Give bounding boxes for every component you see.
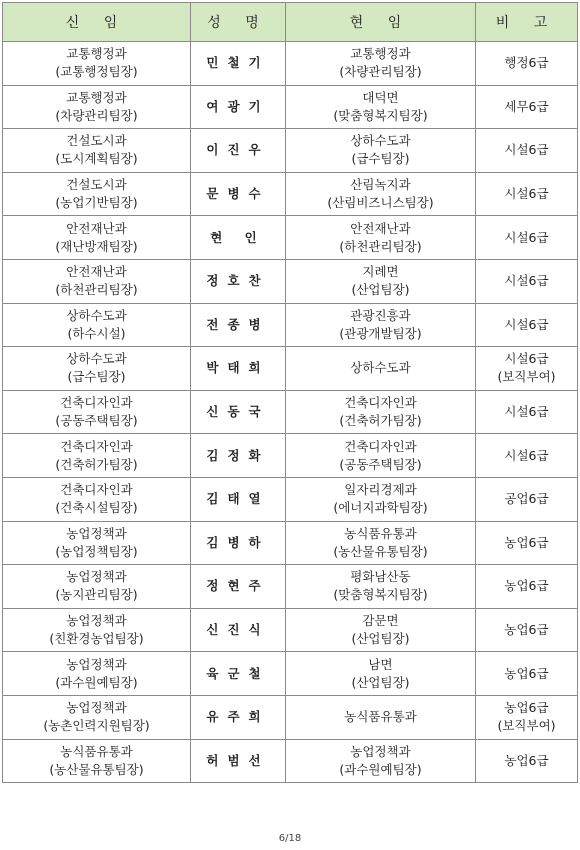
current-position-cell-line: 건축디자인과 (344, 395, 417, 411)
new-position-cell-line: (과수원예팀장) (55, 674, 138, 690)
current-position-cell (286, 608, 476, 652)
new-position-cell-line: (하천관리팀장) (55, 282, 138, 298)
current-position-cell (286, 652, 476, 696)
new-position-cell-line: (재난방재팀장) (55, 238, 138, 254)
current-position-cell-line: 지례면 (362, 264, 399, 280)
current-position-cell-line: (맞춤형복지팀장) (333, 107, 428, 123)
current-position-cell-line: (차량관리팀장) (339, 64, 422, 80)
new-position-cell-line: 안전재난과 (66, 220, 127, 236)
new-position-cell (3, 172, 191, 216)
current-position-cell (286, 739, 476, 783)
current-position-cell-line: (산업팀장) (351, 282, 410, 298)
note-cell-line: 시설6급 (504, 404, 549, 420)
current-position-cell-line: 감문면 (362, 613, 399, 629)
new-position-cell-line: 상하수도과 (66, 351, 127, 367)
current-position-cell (286, 390, 476, 434)
person-name-cell: 김태열 (191, 477, 286, 521)
current-position-cell-line: (건축허가팀장) (339, 413, 422, 429)
note-cell (476, 216, 578, 260)
new-position-cell (3, 739, 191, 783)
table-row (3, 216, 578, 260)
header-row (3, 3, 578, 42)
note-cell-line: 농업6급 (504, 700, 549, 716)
note-cell (476, 477, 578, 521)
table-row (3, 390, 578, 434)
person-name-cell: 문병수 (191, 172, 286, 216)
note-cell (476, 565, 578, 609)
new-position-cell-line: 교통행정과 (66, 89, 127, 105)
note-cell (476, 42, 578, 86)
current-position-cell-line: 일자리경제과 (344, 482, 417, 498)
note-cell-line: (보직부여) (497, 718, 556, 734)
note-cell-line: 시설6급 (504, 316, 549, 332)
current-position-cell-line: 농업정책과 (350, 743, 411, 759)
note-cell (476, 695, 578, 739)
current-position-cell-line: 농식품유통과 (344, 525, 417, 541)
new-position-cell-line: 농식품유통과 (60, 743, 133, 759)
current-position-cell (286, 565, 476, 609)
person-name-cell: 여광기 (191, 85, 286, 129)
current-position-cell-line: 산림녹지과 (350, 177, 411, 193)
new-position-cell (3, 521, 191, 565)
current-position-cell (286, 216, 476, 260)
page-number: 6/18 (278, 833, 302, 844)
current-position-cell-line: 건축디자인과 (344, 438, 417, 454)
current-position-cell-line: (관광개발팀장) (339, 325, 422, 341)
table-body (3, 42, 578, 783)
current-position-cell (286, 259, 476, 303)
current-position-cell-line: (에너지과학팀장) (333, 500, 428, 516)
personnel-table (2, 2, 578, 783)
new-position-cell (3, 695, 191, 739)
current-position-cell-line: 상하수도과 (350, 133, 411, 149)
table-row (3, 608, 578, 652)
new-position-cell-line: 건설도시과 (66, 133, 127, 149)
current-position-cell (286, 434, 476, 478)
table-row (3, 259, 578, 303)
new-position-cell-line: (농지관리팀장) (55, 587, 138, 603)
person-name-cell: 육군철 (191, 652, 286, 696)
new-position-cell (3, 85, 191, 129)
current-position-cell-line: 교통행정과 (350, 46, 411, 62)
person-name-cell: 신진식 (191, 608, 286, 652)
header-note: 비 고 (476, 3, 578, 42)
person-name-cell: 정현주 (191, 565, 286, 609)
note-cell (476, 652, 578, 696)
note-cell-line: 농업6급 (504, 534, 549, 550)
person-name-cell: 정호찬 (191, 259, 286, 303)
person-name-cell: 유주희 (191, 695, 286, 739)
new-position-cell (3, 390, 191, 434)
note-cell-line: 농업6급 (504, 665, 549, 681)
person-name-cell: 이진우 (191, 129, 286, 173)
new-position-cell (3, 434, 191, 478)
note-cell-line: 세무6급 (504, 98, 549, 114)
person-name-cell: 현 인 (191, 216, 286, 260)
new-position-cell-line: (건축허가팀장) (55, 456, 138, 472)
note-cell-line: 행정6급 (504, 55, 549, 71)
person-name-cell: 전종병 (191, 303, 286, 347)
table-row (3, 565, 578, 609)
current-position-cell (286, 172, 476, 216)
header-new-position: 신 임 (3, 3, 191, 42)
new-position-cell-line: (건축시설팀장) (55, 500, 138, 516)
note-cell (476, 129, 578, 173)
new-position-cell (3, 477, 191, 521)
current-position-cell-line: 관광진흥과 (350, 307, 411, 323)
note-cell-line: 시설6급 (504, 351, 549, 367)
table-row (3, 347, 578, 391)
new-position-cell-line: (교통행정팀장) (55, 64, 138, 80)
new-position-cell (3, 129, 191, 173)
note-cell (476, 390, 578, 434)
table-row (3, 434, 578, 478)
note-cell (476, 259, 578, 303)
new-position-cell-line: (농업기반팀장) (55, 195, 138, 211)
current-position-cell-line: (산림비즈니스팀장) (327, 195, 434, 211)
current-position-cell (286, 347, 476, 391)
table-row (3, 521, 578, 565)
person-name-cell: 김정화 (191, 434, 286, 478)
current-position-cell-line: 남면 (368, 656, 393, 672)
current-position-cell-line: 농식품유통과 (344, 709, 417, 725)
current-position-cell-line: 안전재난과 (350, 220, 411, 236)
new-position-cell (3, 565, 191, 609)
current-position-cell-line: 상하수도과 (350, 360, 411, 376)
note-cell-line: 농업6급 (504, 578, 549, 594)
note-cell (476, 303, 578, 347)
current-position-cell (286, 477, 476, 521)
note-cell-line: (보직부여) (497, 369, 556, 385)
table-row (3, 739, 578, 783)
current-position-cell-line: (산업팀장) (351, 631, 410, 647)
current-position-cell (286, 303, 476, 347)
new-position-cell (3, 652, 191, 696)
new-position-cell-line: (공동주택팀장) (55, 413, 138, 429)
new-position-cell-line: 건축디자인과 (60, 438, 133, 454)
current-position-cell (286, 695, 476, 739)
new-position-cell-line: (농산물유통팀장) (49, 761, 144, 777)
new-position-cell (3, 42, 191, 86)
note-cell-line: 시설6급 (504, 447, 549, 463)
current-position-cell-line: (맞춤형복지팀장) (333, 587, 428, 603)
new-position-cell-line: (차량관리팀장) (55, 107, 138, 123)
table-row (3, 42, 578, 86)
new-position-cell-line: (농업정책팀장) (55, 543, 138, 559)
note-cell-line: 시설6급 (504, 273, 549, 289)
note-cell (476, 608, 578, 652)
note-cell-line: 시설6급 (504, 186, 549, 202)
new-position-cell-line: 건설도시과 (66, 177, 127, 193)
note-cell (476, 85, 578, 129)
new-position-cell-line: (하수시설) (67, 325, 126, 341)
current-position-cell-line: (공동주택팀장) (339, 456, 422, 472)
new-position-cell-line: 농업정책과 (66, 700, 127, 716)
current-position-cell-line: (급수팀장) (351, 151, 410, 167)
new-position-cell-line: (도시계획팀장) (55, 151, 138, 167)
new-position-cell-line: (농촌인력지원팀장) (43, 718, 150, 734)
note-cell (476, 172, 578, 216)
current-position-cell (286, 521, 476, 565)
table-row (3, 695, 578, 739)
person-name-cell: 민철기 (191, 42, 286, 86)
current-position-cell (286, 129, 476, 173)
header-name: 성 명 (191, 3, 286, 42)
new-position-cell (3, 303, 191, 347)
note-cell (476, 739, 578, 783)
new-position-cell-line: 건축디자인과 (60, 395, 133, 411)
new-position-cell-line: (친환경농업팀장) (49, 631, 144, 647)
new-position-cell-line: 농업정책과 (66, 569, 127, 585)
person-name-cell: 김병하 (191, 521, 286, 565)
new-position-cell-line: 농업정책과 (66, 613, 127, 629)
note-cell-line: 농업6급 (504, 622, 549, 638)
current-position-cell (286, 85, 476, 129)
person-name-cell: 신동국 (191, 390, 286, 434)
person-name-cell: 박태희 (191, 347, 286, 391)
new-position-cell-line: (급수팀장) (67, 369, 126, 385)
note-cell (476, 521, 578, 565)
note-cell-line: 시설6급 (504, 229, 549, 245)
table-row (3, 129, 578, 173)
new-position-cell (3, 216, 191, 260)
current-position-cell-line: (과수원예팀장) (339, 761, 422, 777)
table-row (3, 477, 578, 521)
current-position-cell-line: (하천관리팀장) (339, 238, 422, 254)
note-cell (476, 434, 578, 478)
new-position-cell-line: 농업정책과 (66, 525, 127, 541)
new-position-cell-line: 안전재난과 (66, 264, 127, 280)
header-current-position: 현 임 (286, 3, 476, 42)
new-position-cell (3, 259, 191, 303)
note-cell-line: 농업6급 (504, 752, 549, 768)
new-position-cell-line: 교통행정과 (66, 46, 127, 62)
new-position-cell-line: 상하수도과 (66, 307, 127, 323)
note-cell-line: 시설6급 (504, 142, 549, 158)
current-position-cell-line: 평화남산동 (350, 569, 411, 585)
table-row (3, 172, 578, 216)
new-position-cell-line: 건축디자인과 (60, 482, 133, 498)
table-row (3, 652, 578, 696)
new-position-cell (3, 608, 191, 652)
table-row (3, 85, 578, 129)
new-position-cell-line: 농업정책과 (66, 656, 127, 672)
note-cell-line: 공업6급 (504, 491, 549, 507)
current-position-cell-line: (산업팀장) (351, 674, 410, 690)
current-position-cell-line: (농산물유통팀장) (333, 543, 428, 559)
current-position-cell (286, 42, 476, 86)
person-name-cell: 허범선 (191, 739, 286, 783)
note-cell (476, 347, 578, 391)
new-position-cell (3, 347, 191, 391)
table-row (3, 303, 578, 347)
current-position-cell-line: 대덕면 (362, 89, 399, 105)
